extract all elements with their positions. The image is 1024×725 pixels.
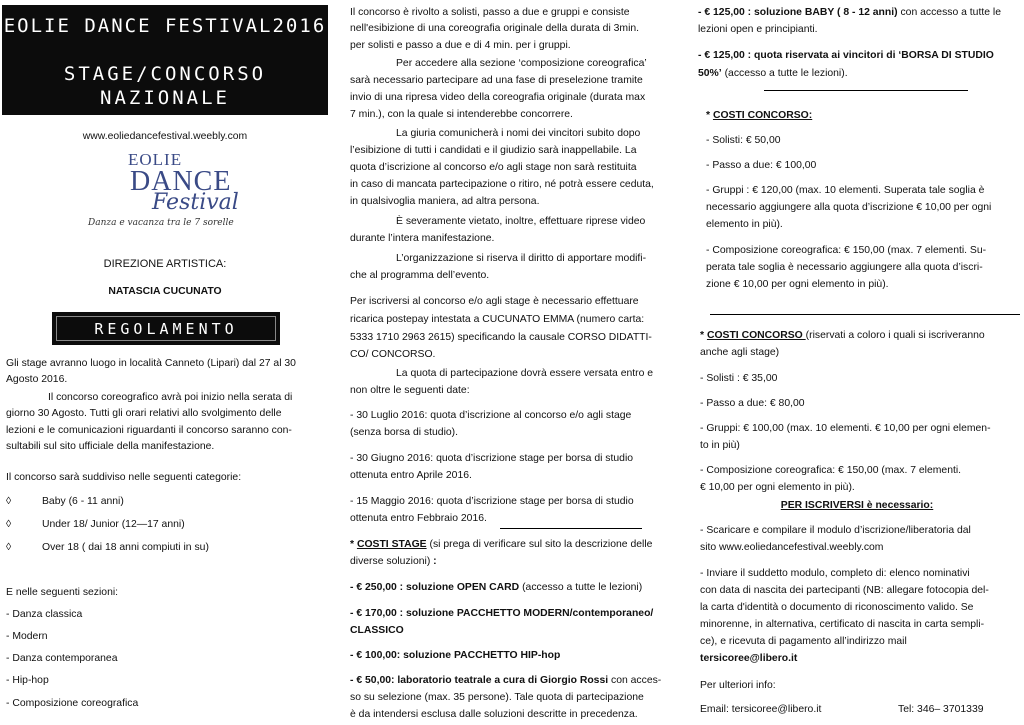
iscriversi-email[interactable]: tersicoree@libero.it: [700, 653, 798, 664]
sections-intro: E nelle seguenti sezioni:: [6, 587, 119, 598]
direction-label: DIREZIONE ARTISTICA:: [103, 258, 227, 270]
concorso-price-gruppi-line3: elemento in più).: [706, 219, 783, 230]
rules-line: che al programma dell’evento.: [350, 270, 490, 281]
stage-title-line2: NAZIONALE: [100, 87, 230, 109]
stage-price-borsa-line2: [698, 66, 848, 82]
deadline-item: - 30 Giugno 2016: quota d’iscrizione stage per borsa di studio: [350, 453, 634, 464]
category-bullet: ◊: [6, 542, 12, 553]
regolamento-title: REGOLAMENTO: [94, 320, 238, 338]
stage-price-borsa: - € 125,00 : quota riservata ai vincitori di ‘BORSA DI STUDIO: [698, 50, 994, 61]
logo-tagline: Danza e vacanza tra le 7 sorelle: [88, 218, 234, 228]
intro-line6: sultabili sul sito ufficiale della manifestazione.: [6, 441, 215, 452]
festival-logo: [70, 148, 270, 238]
payment-line: ricarica postepay intestata a CUCUNATO EMMA (numero carta:: [350, 314, 645, 325]
stage-price-teatro-line3: è da intendersi esclusa dalle soluzioni descritte in precedenza.: [350, 709, 638, 720]
costi-concorso-stage-note2: anche agli stage): [700, 347, 780, 358]
right-column: [690, 0, 1024, 725]
categories-intro: Il concorso sarà suddiviso nelle seguenti categorie:: [6, 472, 242, 483]
concorso-price-gruppi-line2: necessario aggiungere alla quota d’iscrizione € 10,00 per ogni: [706, 202, 992, 213]
info-label: Per ulteriori info:: [700, 680, 776, 691]
info-phone[interactable]: Tel: 346– 3701339: [898, 704, 984, 715]
stage-price-baby-line2: lezioni open e principianti.: [698, 24, 818, 35]
costi-stage-note: (si prega di verificare sul sito la descrizione delle: [426, 539, 653, 550]
stage-price-borsa-percent: 50%’: [698, 68, 722, 79]
payment-line: CO/ CONCORSO.: [350, 349, 436, 360]
divider: [500, 528, 642, 529]
iscriversi-step2-line3: la carta d'identità o documento di riconoscimento valido. Se: [700, 602, 974, 613]
iscriversi-step1-line2[interactable]: sito www.eoliedancefestival.weebly.com: [700, 542, 884, 553]
iscriversi-step2-line5: ce), e ricevuta di pagamento all’indirizzo mail: [700, 636, 907, 647]
rules-line: La giuria comunicherà i nomi dei vincitori subito dopo: [396, 128, 641, 139]
costi-stage-note2: diverse soluzioni): [350, 556, 434, 567]
middle-column: [340, 0, 680, 725]
costi-stage-title: COSTI STAGE: [356, 539, 427, 550]
logo-festival-text: Festival: [152, 190, 239, 215]
stage-price-modern-line2: CLASSICO: [350, 625, 404, 636]
rules-line: in qualsivoglia maniera, ad altra persona.: [350, 196, 540, 207]
asterisk: *: [350, 539, 357, 550]
rules-line: in caso di mancata partecipazione o ritiro, né potrà essere ceduta,: [350, 179, 654, 190]
costi-concorso-stage-note: (riservati a coloro i quali si iscriveranno: [805, 330, 985, 341]
rules-line: durante l’intera manifestazione.: [350, 233, 495, 244]
stage-price-modern: - € 170,00 : soluzione PACCHETTO MODERN/contemporaneo/: [350, 608, 654, 619]
website-link[interactable]: www.eoliedancefestival.weebly.com: [82, 131, 248, 142]
deadline-intro: La quota di partecipazione dovrà essere versata entro e: [396, 368, 654, 379]
regolamento-banner: [52, 312, 280, 345]
divider: [710, 314, 1020, 315]
stage-price-open-label: - € 250,00 : soluzione OPEN CARD: [350, 582, 520, 593]
deadline-item: - 30 Luglio 2016: quota d’iscrizione al concorso e/o agli stage: [350, 410, 632, 421]
rules-line: quota d’iscrizione al concorso e/o agli stage non sarà restituita: [350, 162, 637, 173]
stage-price-baby-label: - € 125,00 : soluzione BABY ( 8 - 12 anni): [698, 7, 898, 18]
costi-stage-heading-line2: [350, 554, 437, 570]
concorso-stage-price-gruppi-line2: to in più): [700, 440, 740, 451]
info-email[interactable]: Email: tersicoree@libero.it: [700, 704, 822, 715]
stage-price-teatro-label: - € 50,00: laboratorio teatrale a cura di Giorgio Rossi: [350, 675, 609, 686]
costi-stage-heading: [350, 537, 652, 553]
concorso-price-passo: - Passo a due: € 100,00: [706, 160, 817, 171]
category-bullet: ◊: [6, 496, 12, 507]
stage-price-open-note: (accesso a tutte le lezioni): [519, 582, 643, 593]
concorso-stage-price-passo: - Passo a due: € 80,00: [700, 398, 805, 409]
stage-title-line1: STAGE/CONCORSO: [63, 63, 267, 85]
deadline-item: (senza borsa di studio).: [350, 427, 459, 438]
concorso-price-comp: - Composizione coreografica: € 150,00 (max. 7 elementi. Su-: [706, 245, 987, 256]
festival-title: EOLIE DANCE FESTIVAL2016: [3, 15, 327, 37]
rules-line: per solisti e passo a due e di 4 min. per i gruppi.: [350, 40, 571, 51]
rules-line: L’organizzazione si riserva il diritto di apportare modifi-: [396, 253, 647, 264]
section-item: - Danza contemporanea: [6, 653, 118, 664]
category-baby: Baby (6 - 11 anni): [42, 496, 124, 507]
stage-price-borsa-note: (accesso a tutte le lezioni).: [721, 68, 848, 79]
left-column: [0, 0, 330, 725]
rules-line: È severamente vietato, inoltre, effettuare riprese video: [396, 216, 646, 227]
stage-price-open: [350, 580, 642, 596]
rules-line: 7 min.), con la quale si intenderebbe concorrere.: [350, 109, 573, 120]
costi-concorso-stage-heading: * COSTI CONCORSO (riservati a coloro i quali si iscriveranno: [700, 330, 985, 341]
iscriversi-step2: - Inviare il suddetto modulo, completo di: elenco nominativi: [700, 568, 970, 579]
deadline-intro: non oltre le seguenti date:: [350, 385, 470, 396]
intro-line1: Gli stage avranno luogo in località Canneto (Lipari) dal 27 al 30: [6, 358, 296, 369]
costi-concorso-stage-title: COSTI CONCORSO: [706, 330, 806, 341]
payment-line: 5333 1710 2963 2615) specificando la causale CORSO DIDATTI-: [350, 332, 652, 343]
intro-line5: lezioni e le comunicazioni riguardanti il concorso saranno con-: [6, 425, 292, 436]
concorso-stage-price-comp: - Composizione coreografica: € 150,00 (max. 7 elementi.: [700, 465, 962, 476]
section-item: - Modern: [6, 631, 48, 642]
divider: [764, 90, 968, 91]
section-item: - Composizione coreografica: [6, 698, 139, 709]
iscriversi-title: PER ISCRIVERSI è necessario:: [780, 500, 934, 511]
section-item: - Danza classica: [6, 609, 83, 620]
concorso-price-gruppi: - Gruppi : € 120,00 (max. 10 elementi. Superata tale soglia è: [706, 185, 985, 196]
costi-concorso-heading: * COSTI CONCORSO:: [706, 110, 813, 121]
title-banner: [2, 5, 328, 115]
deadline-item: ottenuta entro Febbraio 2016.: [350, 513, 487, 524]
intro-line3: Il concorso coreografico avrà poi inizio nella serata di: [48, 392, 293, 403]
rules-line: invio di una ripresa video della coreografia originale (durata max: [350, 92, 646, 103]
deadline-item: ottenuta entro Aprile 2016.: [350, 470, 472, 481]
category-bullet: ◊: [6, 519, 12, 530]
concorso-stage-price-gruppi: - Gruppi: € 100,00 (max. 10 elementi. € 10,00 per ogni elemen-: [700, 423, 991, 434]
stage-price-hiphop: - € 100,00: soluzione PACCHETTO HIP-hop: [350, 650, 561, 661]
stage-price-baby-note: con accesso a tutte le: [897, 7, 1001, 18]
iscriversi-step1: - Scaricare e compilare il modulo d’iscrizione/liberatoria dal: [700, 525, 971, 536]
rules-line: l’esibizione di tutti i candidati e il giudizio sarà inappellabile. La: [350, 145, 637, 156]
concorso-stage-price-comp-line2: € 10,00 per ogni elemento in più).: [700, 482, 855, 493]
stage-price-teatro: [350, 673, 661, 689]
intro-line4: giorno 30 Agosto. Tutti gli orari relativi allo svolgimento delle: [6, 408, 282, 419]
stage-price-baby: [698, 5, 1001, 21]
logo-eolie-text: EOLIE: [128, 150, 183, 169]
intro-line2: Agosto 2016.: [6, 374, 68, 385]
costi-concorso-title: COSTI CONCORSO:: [712, 110, 813, 121]
stage-price-teatro-line2: so su selezione (max. 35 persone). Tale quota di partecipazione: [350, 692, 644, 703]
rules-line: sarà necessario partecipare ad una fase di preselezione tramite: [350, 75, 643, 86]
concorso-price-solisti: - Solisti: € 50,00: [706, 135, 781, 146]
deadline-item: - 15 Maggio 2016: quota d’iscrizione stage per borsa di studio: [350, 496, 634, 507]
payment-line: Per iscriversi al concorso e/o agli stage è necessario effettuare: [350, 296, 639, 307]
rules-line: nell'esibizione di una coreografia originale della durata di 3min.: [350, 23, 640, 34]
category-over18: Over 18 ( dai 18 anni compiuti in su): [42, 542, 209, 553]
section-item: - Hip-hop: [6, 675, 49, 686]
concorso-price-comp-line2: perata tale soglia è necessario aggiungere alla quota d’iscri-: [706, 262, 983, 273]
iscriversi-step2-line4: minorenne, in alternativa, certificato di nascita in carta sempli-: [700, 619, 985, 630]
director-name: NATASCIA CUCUNATO: [108, 286, 222, 297]
rules-line: Per accedere alla sezione ‘composizione coreografica’: [396, 58, 647, 69]
stage-price-teatro-note: con acces-: [608, 675, 662, 686]
category-under18: Under 18/ Junior (12—17 anni): [42, 519, 185, 530]
iscriversi-step2-line2: con data di nascita dei partecipanti (NB: allegare fotocopia del-: [700, 585, 989, 596]
rules-line: Il concorso è rivolto a solisti, passo a due e gruppi e consiste: [350, 7, 630, 18]
concorso-stage-price-solisti: - Solisti : € 35,00: [700, 373, 778, 384]
concorso-price-comp-line3: zione € 10,00 per ogni elemento in più).: [706, 279, 889, 290]
costi-stage-colon: :: [433, 556, 437, 567]
logo-dance-text: DANCE: [130, 166, 232, 197]
